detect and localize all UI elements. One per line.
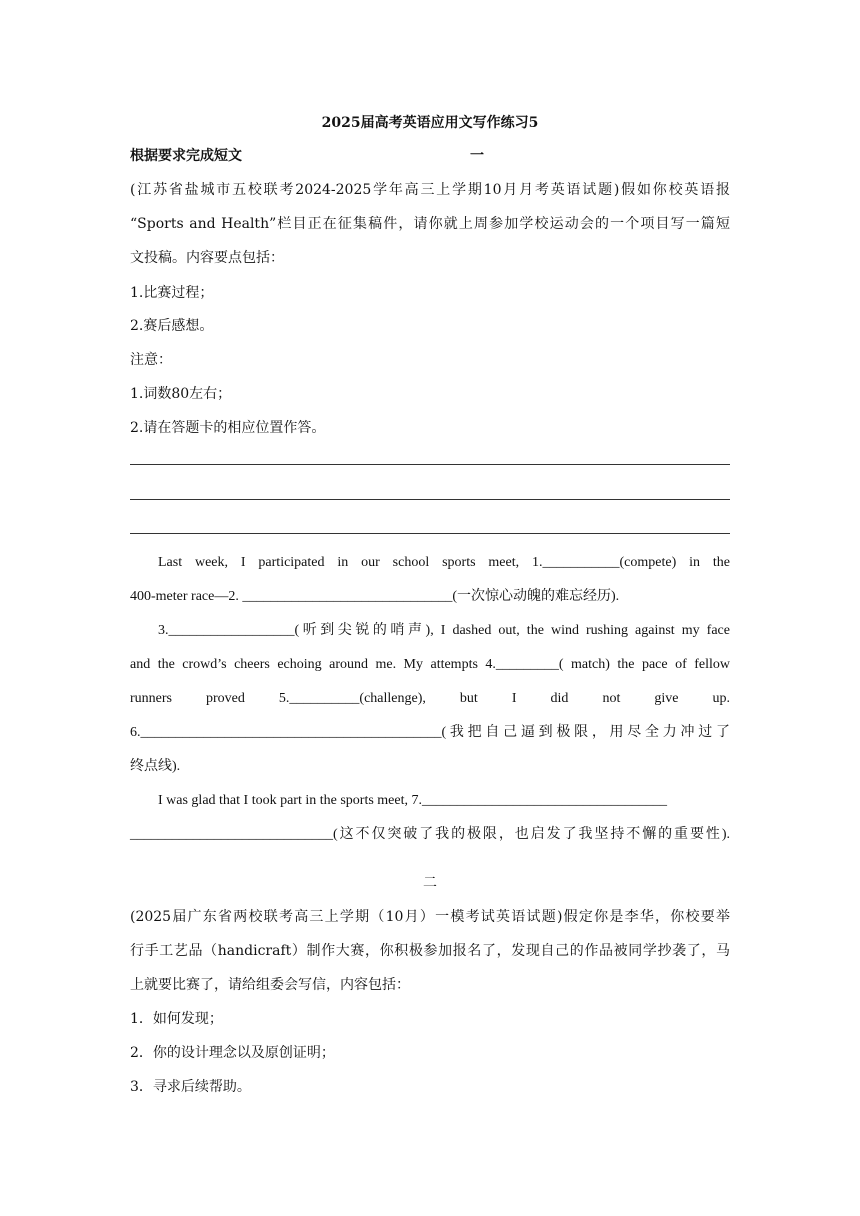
paragraph2-line5: 终点线). — [130, 759, 181, 774]
section-number-2: 二 — [423, 875, 437, 891]
paragraph1-line1: Last week, I participated in our school sports meet, 1.___________(compete) in the — [158, 555, 730, 570]
answer-line-2 — [130, 499, 730, 500]
note-1: 1.词数80左右； — [130, 386, 232, 402]
paragraph2-line2: and the crowd’s cheers echoing around me. My attempts 4._________( match) the pace of fellow — [130, 657, 730, 672]
section2-intro-line3: 上就要比赛了，请给组委会写信，内容包括： — [130, 977, 410, 993]
paragraph2-line1: 3.__________________(听到尖锐的哨声), I dashed out, the wind rushing against my face — [158, 623, 730, 638]
section-heading: 根据要求完成短文 — [130, 148, 242, 164]
section1-point-1: 1.比赛过程； — [130, 285, 214, 301]
section-number-1: 一 — [470, 148, 484, 164]
document-title: 2025届高考英语应用文写作练习5 — [321, 115, 539, 131]
section2-intro-line2: 行手工艺品（handicraft）制作大赛，你积极参加报名了，发现自己的作品被同学抄袭了，马 — [130, 943, 730, 959]
section1-point-2: 2.赛后感想。 — [130, 318, 214, 334]
paragraph3-line1: I was glad that I took part in the sports meet, 7.___________________________________ — [158, 793, 667, 808]
section1-intro-line3: 文投稿。内容要点包括： — [130, 250, 284, 266]
paragraph1-line2: 400-meter race—2. ______________________________(一次惊心动魄的难忘经历). — [130, 589, 620, 604]
paragraph2-line4: 6.___________________________________________(我把自己逼到极限，用尽全力冲过了 — [130, 725, 730, 740]
paragraph3-line2: _____________________________(这不仅突破了我的极限，也启发了我坚持不懈的重要性). — [130, 827, 730, 842]
section2-point-2: 2．你的设计理念以及原创证明； — [130, 1045, 335, 1061]
paragraph2-line3: runners proved 5.__________(challenge), but I did not give up. — [130, 691, 730, 706]
section1-intro-line2: “Sports and Health”栏目正在征集稿件，请你就上周参加学校运动会的一个项目写一篇短 — [130, 216, 730, 232]
note-label: 注意： — [130, 352, 172, 368]
note-2: 2.请在答题卡的相应位置作答。 — [130, 420, 326, 436]
section1-intro-line1: (江苏省盐城市五校联考2024-2025学年高三上学期10月月考英语试题)假如你校英语报 — [130, 182, 730, 198]
section2-point-1: 1．如何发现； — [130, 1011, 223, 1027]
section2-point-3: 3．寻求后续帮助。 — [130, 1079, 251, 1095]
answer-line-3 — [130, 533, 730, 534]
answer-line-1 — [130, 464, 730, 465]
section2-intro-line1: (2025届广东省两校联考高三上学期（10月）一模考试英语试题)假定你是李华，你校要举 — [130, 909, 730, 925]
